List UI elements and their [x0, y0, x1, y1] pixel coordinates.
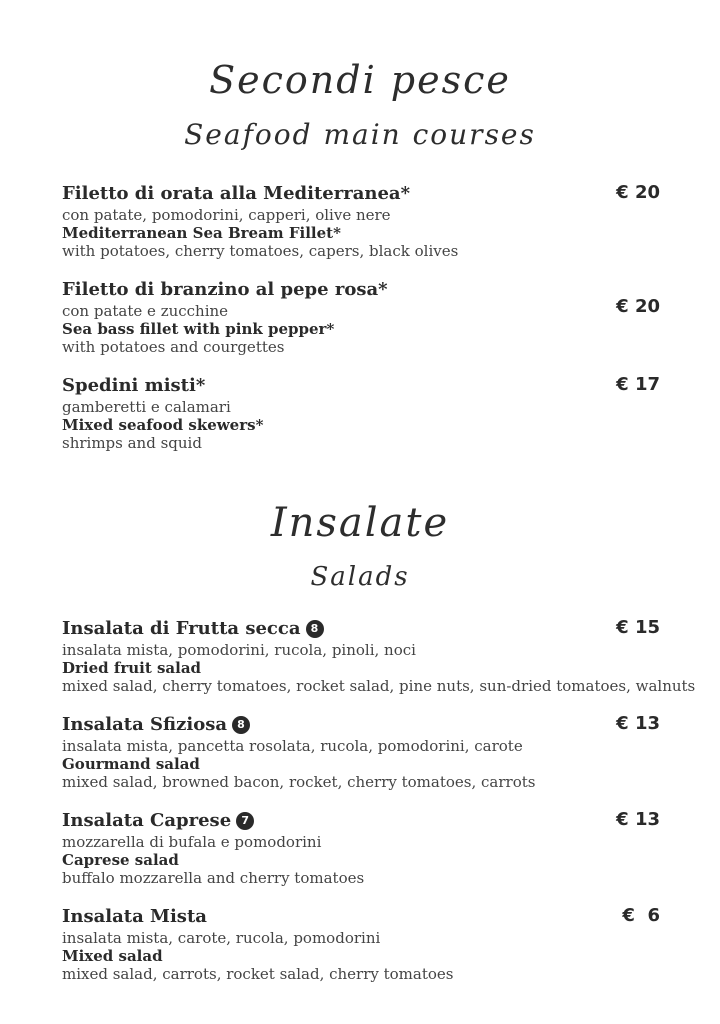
item-desc-en: mixed salad, carrots, rocket salad, cherry tomatoes: [62, 965, 454, 983]
item-name-en: Sea bass fillet with pink pepper*: [62, 320, 335, 338]
allergen-badge: 7: [236, 812, 254, 830]
item-price: € 17: [616, 374, 660, 395]
salads-list: [62, 617, 696, 1001]
item-name: Insalata di Frutta secca: [62, 618, 301, 639]
menu-item: [62, 278, 662, 356]
item-desc-it: gamberetti e calamari: [62, 398, 231, 416]
menu-item: [62, 905, 662, 983]
item-desc-en: with potatoes and courgettes: [62, 338, 285, 356]
item-desc-it: insalata mista, pomodorini, rucola, pinoli, noci: [62, 641, 416, 659]
item-desc-en: shrimps and squid: [62, 434, 202, 452]
item-name: Filetto di branzino al pepe rosa*: [62, 279, 388, 300]
item-desc-it: insalata mista, pancetta rosolata, rucola, pomodorini, carote: [62, 737, 523, 755]
item-name-en: Gourmand salad: [62, 755, 200, 773]
allergen-badge: 8: [232, 716, 250, 734]
menu-item: [62, 374, 662, 452]
item-desc-en: mixed salad, browned bacon, rocket, cherry tomatoes, carrots: [62, 773, 536, 791]
item-desc-en: with potatoes, cherry tomatoes, capers, black olives: [62, 242, 459, 260]
item-name-en: Mixed seafood skewers*: [62, 416, 264, 434]
item-name: Insalata Mista: [62, 906, 207, 927]
menu-item: [62, 713, 662, 791]
menu-item: [62, 809, 662, 887]
menu-item: [62, 617, 696, 695]
item-name-en: Dried fruit salad: [62, 659, 202, 677]
item-desc-it: con patate e zucchine: [62, 302, 229, 320]
seafood-title-en: Seafood main courses: [184, 118, 536, 151]
item-desc-en: mixed salad, cherry tomatoes, rocket salad, pine nuts, sun-dried tomatoes, walnuts: [62, 677, 696, 695]
item-price: € 15: [616, 617, 660, 638]
item-name-en: Mediterranean Sea Bream Fillet*: [62, 224, 341, 242]
item-price: € 6: [622, 905, 660, 926]
allergen-badge: 8: [306, 620, 324, 638]
item-name: Filetto di orata alla Mediterranea*: [62, 183, 410, 204]
item-name: Insalata Sfiziosa: [62, 714, 227, 735]
item-price: € 20: [616, 296, 660, 317]
item-price: € 13: [616, 713, 660, 734]
item-name: Spedini misti*: [62, 375, 206, 396]
item-desc-it: mozzarella di bufala e pomodorini: [62, 833, 322, 851]
seafood-title-it: Secondi pesce: [209, 58, 511, 102]
item-name-en: Caprese salad: [62, 851, 179, 869]
item-price: € 20: [616, 182, 660, 203]
salads-title-it: Insalate: [270, 500, 450, 546]
item-desc-it: con patate, pomodorini, capperi, olive nere: [62, 206, 391, 224]
seafood-list: [62, 182, 662, 470]
item-name-en: Mixed salad: [62, 947, 163, 965]
item-desc-it: insalata mista, carote, rucola, pomodorini: [62, 929, 381, 947]
item-name: Insalata Caprese: [62, 810, 232, 831]
item-desc-en: buffalo mozzarella and cherry tomatoes: [62, 869, 365, 887]
item-price: € 13: [616, 809, 660, 830]
menu-item: [62, 182, 662, 260]
salads-title-en: Salads: [310, 562, 410, 592]
